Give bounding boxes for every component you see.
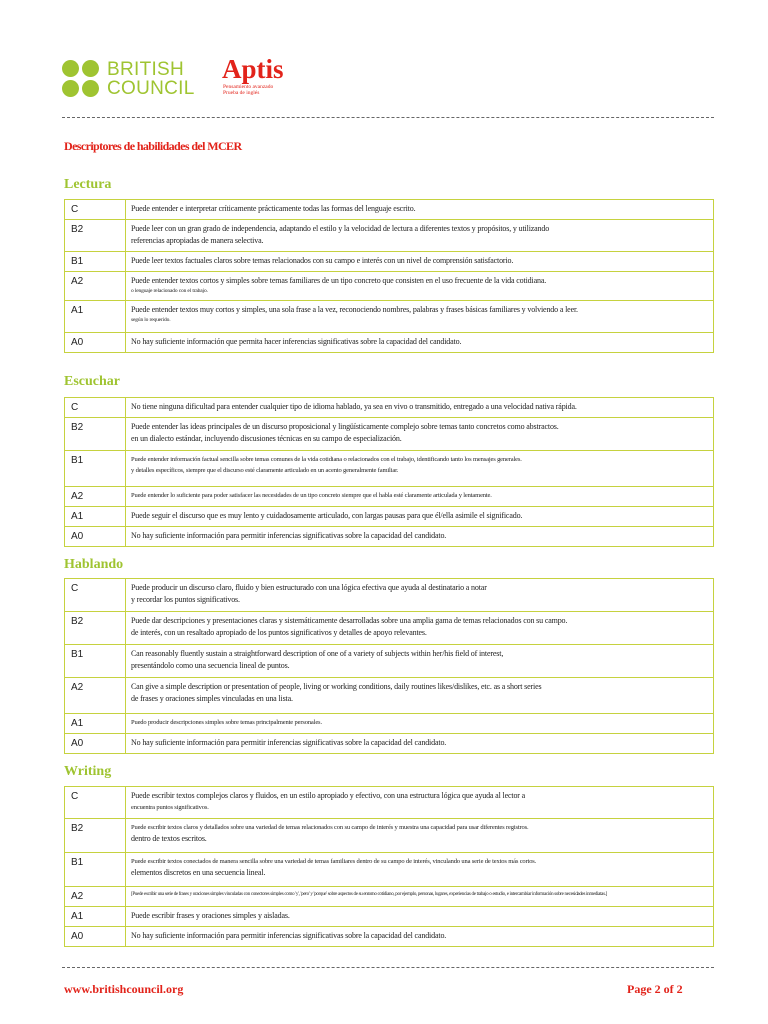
level-cell: B2 [65,220,126,252]
descriptor-line: Puede entender las ideas principales de un discurso proposicional y lingüísticamente complejo sobre temas tanto concretos como abstractos. [131,422,559,431]
descriptor-line: Puede entender información factual sencilla sobre temas comunes de la vida cotidiana o relacionados con el trabajo, identificando tanto los mensajes generales. [131,456,522,463]
descriptor-cell [126,398,714,418]
table-row [65,220,714,252]
descriptor-line: presentándolo como una secuencia lineal de puntos. [131,661,290,670]
descriptor-cell [126,487,714,507]
table-row [65,272,714,301]
section-title-escuchar: Escuchar [64,374,120,389]
table-row [65,527,714,547]
table-row [65,734,714,754]
level-cell: C [65,579,126,612]
table-row [65,787,714,819]
level-cell: A2 [65,272,126,301]
table-escuchar [64,397,714,547]
descriptor-line: Puede escribir textos conectados de manera sencilla sobre una variedad de temas familiares dentro de su campo de interés, vinculando una serie de textos más cortos. [131,858,537,865]
descriptor-cell [126,507,714,527]
table-hablando [64,578,714,754]
table-row [65,927,714,947]
descriptor-line: No hay suficiente información para permitir inferencias significativas sobre la capacidad del candidato. [131,738,447,747]
table-row [65,819,714,853]
descriptor-line: Puede entender textos cortos y simples sobre temas familiares de un tipo concreto que consisten en el uso frecuente de la vida cotidiana. [131,276,547,285]
footer-url-link[interactable]: www.britishcouncil.org [64,982,184,996]
level-cell: A2 [65,678,126,714]
level-cell: C [65,398,126,418]
table-row [65,301,714,333]
descriptor-line: y detalles específicos, siempre que el discurso esté claramente articulado en un acento generalmente familiar. [131,467,399,474]
descriptor-line: según lo requerido. [131,317,171,323]
descriptor-cell [126,200,714,220]
descriptor-cell [126,714,714,734]
descriptor-cell [126,645,714,678]
table-row [65,252,714,272]
descriptor-line: No hay suficiente información que permita hacer inferencias significativas sobre la capacidad del candidato. [131,337,462,346]
table-row [65,418,714,451]
level-cell: B2 [65,819,126,853]
descriptor-line: Puede escribir textos claros y detallados sobre una variedad de temas relacionados con su campo de interés y muestra una capacidad para usar diferentes registros. [131,824,529,831]
table-row [65,507,714,527]
british-council-dots-icon [62,60,100,98]
header-divider [62,117,714,118]
descriptor-cell [126,612,714,645]
descriptor-cell [126,787,714,819]
table-row [65,612,714,645]
descriptor-cell [126,734,714,754]
descriptor-line: de interés, con un resaltado apropiado de los puntos significativos y detalles de apoyo relevantes. [131,628,427,637]
descriptor-cell [126,451,714,487]
descriptor-line: referencias apropiadas de manera selectiva. [131,236,264,245]
descriptor-line: de frases y oraciones simples vinculadas en una lista. [131,694,293,703]
descriptor-line: o lenguaje relacionado con el trabajo. [131,288,208,294]
page-header [62,54,722,108]
descriptor-line: Puede entender textos muy cortos y simples, una sola frase a la vez, reconociendo nombres, palabras y frases básicas familiares y volviendo a leer. [131,305,578,314]
table-row [65,853,714,887]
descriptor-line: [Puede escribir una serie de frases y oraciones simples vinculadas con conectores simples como 'y', 'pero' y 'porque' sobre aspectos de su entorno cotidiano, por ejemplo, personas, lugares, experiencias de trabajo o estudio, e intercambiar información sobre necesidades inmediatas.] [131,892,608,897]
aptis-subtitle-1: Pensamiento avanzado [223,84,274,90]
brand-line-2: COUNCIL [107,78,195,99]
table-row [65,398,714,418]
level-cell: A0 [65,927,126,947]
table-row [65,887,714,907]
level-cell: B1 [65,853,126,887]
descriptor-cell [126,333,714,353]
descriptor-line: en un dialecto estándar, incluyendo discusiones técnicas en su campo de especialización. [131,434,402,443]
level-cell: A1 [65,907,126,927]
descriptor-line: dentro de textos escritos. [131,834,207,843]
descriptor-line: Puede leer textos factuales claros sobre temas relacionados con su campo e interés con un nivel de comprensión satisfactorio. [131,256,514,265]
level-cell: B2 [65,612,126,645]
table-lectura [64,199,714,353]
page-number: Page 2 of 2 [627,982,683,996]
descriptor-line: Puede escribir textos complejos claros y fluidos, en un estilo apropiado y efectivo, con una estructura lógica que ayuda al lector a [131,791,526,800]
table-row [65,579,714,612]
level-cell: A1 [65,507,126,527]
aptis-subtitle-2: Prueba de inglés [223,90,260,96]
descriptor-cell [126,252,714,272]
brand-line-1: BRITISH [107,59,185,80]
section-title-hablando: Hablando [64,557,124,572]
table-row [65,451,714,487]
descriptor-cell [126,418,714,451]
level-cell: A0 [65,333,126,353]
descriptor-line: encuentra puntos significativos. [131,804,209,811]
descriptor-line: Can reasonably fluently sustain a straightforward description of one of a variety of subjects within her/his field of interest, [131,649,504,658]
descriptor-cell [126,272,714,301]
descriptor-cell [126,819,714,853]
british-council-logo [62,60,202,100]
document-title: Descriptores de habilidades del MCER [64,139,242,153]
level-cell: C [65,787,126,819]
descriptor-line: Puede entender lo suficiente para poder satisfacer las necesidades de un tipo concreto siempre que el habla esté claramente articulada y lentamente. [131,492,492,499]
descriptor-cell [126,579,714,612]
table-row [65,714,714,734]
section-title-lectura: Lectura [64,177,112,192]
level-cell: A1 [65,301,126,333]
descriptor-cell [126,301,714,333]
descriptor-line: Puede seguir el discurso que es muy lento y cuidadosamente articulado, con largas pausas para que él/ella asimile el significado. [131,511,523,520]
descriptor-cell [126,853,714,887]
descriptor-line: Puede entender e interpretar críticamente prácticamente todas las formas del lenguaje escrito. [131,204,416,213]
descriptor-line: No hay suficiente información para permitir inferencias significativas sobre la capacidad del candidato. [131,531,447,540]
descriptor-line: Puede leer con un gran grado de independencia, adaptando el estilo y la velocidad de lectura a diferentes textos y propósitos, y utilizando [131,224,550,233]
level-cell: A0 [65,734,126,754]
footer-divider [62,967,714,968]
descriptor-line: Puede escribir frases y oraciones simples y aisladas. [131,911,290,920]
level-cell: A2 [65,487,126,507]
level-cell: A1 [65,714,126,734]
aptis-title: Aptis [222,54,284,84]
table-row [65,200,714,220]
descriptor-line: Puede dar descripciones y presentaciones claras y sistemáticamente desarrolladas sobre una amplia gama de temas relacionados con su campo. [131,616,568,625]
level-cell: A2 [65,887,126,907]
level-cell: B1 [65,252,126,272]
level-cell: C [65,200,126,220]
descriptor-cell [126,887,714,907]
descriptor-line: No tiene ninguna dificultad para entender cualquier tipo de idioma hablado, ya sea en vivo o transmitido, entregado a una velocidad nativa rápida. [131,402,577,411]
descriptor-line: Puede producir un discurso claro, fluido y bien estructurado con una lógica efectiva que ayuda al destinatario a notar [131,583,487,592]
descriptor-line: Can give a simple description or presentation of people, living or working conditions, daily routines likes/dislikes, etc. as a short series [131,682,542,691]
descriptor-cell [126,927,714,947]
table-row [65,907,714,927]
table-row [65,333,714,353]
descriptor-cell [126,220,714,252]
descriptor-cell [126,527,714,547]
descriptor-line: elementos discretos en una secuencia lineal. [131,868,266,877]
descriptor-cell [126,907,714,927]
level-cell: B1 [65,451,126,487]
descriptor-line: No hay suficiente información para permitir inferencias significativas sobre la capacidad del candidato. [131,931,447,940]
british-council-wordmark [107,60,195,98]
descriptor-line: Puedo producir descripciones simples sobre temas principalmente personales. [131,719,322,726]
level-cell: B1 [65,645,126,678]
level-cell: B2 [65,418,126,451]
table-row [65,487,714,507]
descriptor-line: y recordar los puntos significativos. [131,595,240,604]
table-row [65,645,714,678]
section-title-writing: Writing [64,764,112,779]
aptis-logo [222,54,342,96]
level-cell: A0 [65,527,126,547]
table-writing [64,786,714,947]
descriptor-cell [126,678,714,714]
table-row [65,678,714,714]
